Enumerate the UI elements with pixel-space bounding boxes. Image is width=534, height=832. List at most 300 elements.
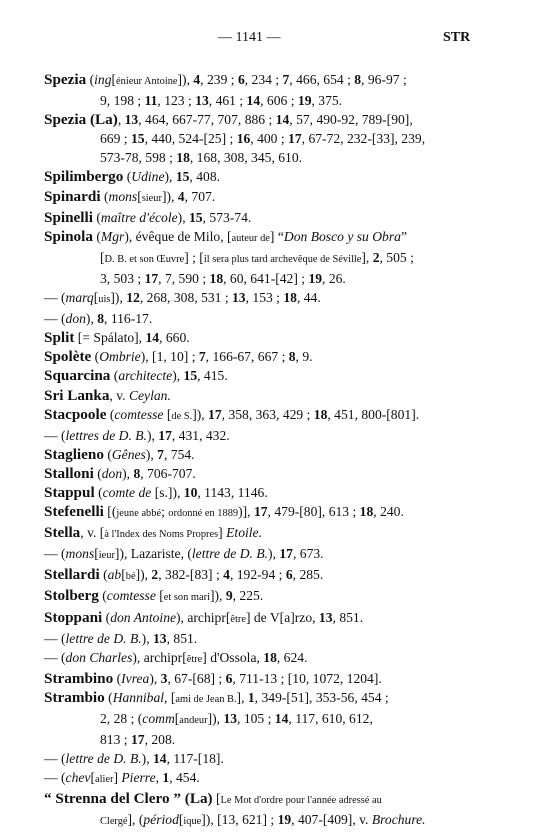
entry-line <box>44 167 506 186</box>
entry-line <box>44 426 506 445</box>
volume-number: 15 <box>130 131 145 147</box>
page-header <box>0 30 534 50</box>
entry-text: ), <box>268 546 280 562</box>
entry-text: — ( <box>44 290 66 306</box>
entry-headword: Stefenelli <box>44 503 104 521</box>
entry-headword: Strambio <box>44 688 105 706</box>
entry-headword: Spolète <box>44 348 92 366</box>
entry-text: , 192-94 ; <box>229 567 286 583</box>
entry-text: , 117, 610, 612, <box>288 711 373 726</box>
entry-text: , 67-72, 232-[33], 239, <box>301 131 426 147</box>
entry-text: — ( <box>44 311 66 327</box>
small-note: uis <box>98 294 111 306</box>
index-entry-stoppani <box>44 608 506 669</box>
entry-text: ]), <box>161 188 178 204</box>
entry-text: ), <box>141 751 153 767</box>
entry-line <box>44 669 506 688</box>
entry-text: , 851. <box>166 630 198 646</box>
small-note: auteur de <box>231 232 270 244</box>
volume-number: 1 <box>162 770 170 786</box>
entry-text: ( <box>123 169 132 185</box>
entry-line <box>44 129 506 148</box>
entry-text: 9, 198 ; <box>100 93 145 109</box>
italic-text: Hannibal <box>112 689 165 705</box>
entry-line <box>44 148 506 167</box>
entry-text: ] “ <box>269 228 284 244</box>
entry-text: , 464, 667-77, 707, 886 ; <box>138 112 276 128</box>
entry-headword: “ Strenna del Clero ” (La) <box>44 790 213 808</box>
volume-number: 19 <box>297 93 312 109</box>
entry-text: ] <box>218 525 227 541</box>
entry-text: [ <box>178 812 184 828</box>
entry-text: — ( <box>44 546 66 562</box>
volume-number: 4 <box>177 188 185 204</box>
entry-text: [s.]), <box>151 484 184 500</box>
volume-number: 14 <box>274 711 289 726</box>
entry-headword: Spinardi <box>44 187 101 205</box>
small-note: énieur Antoine <box>116 76 178 87</box>
entry-text: ), <box>149 670 161 686</box>
entry-text: , 96-97 ; <box>361 72 407 87</box>
entry-text: ), <box>145 446 158 462</box>
italic-text: lettre de D. B. <box>191 546 269 562</box>
entry-text: , v. [ <box>80 525 105 541</box>
entry-text: [ <box>100 249 105 265</box>
entry-text: ], <box>236 689 248 705</box>
small-note: et son mari <box>163 592 210 604</box>
entry-text: , 624. <box>276 649 308 665</box>
entry-text: 573-78, 598 ; <box>100 150 177 166</box>
entry-text: , 123 ; <box>157 93 196 109</box>
volume-number: 14 <box>246 93 261 109</box>
entry-line <box>44 366 506 385</box>
entry-text: [ <box>155 588 164 604</box>
index-entry-staglieno <box>44 445 506 464</box>
entry-text: , 358, 363, 429 ; <box>221 406 314 422</box>
volume-number: 14 <box>275 112 290 128</box>
volume-number: 18 <box>313 406 328 422</box>
small-note: ami de Jean B. <box>175 693 237 705</box>
small-note: alier <box>94 774 114 786</box>
small-note: il sera plus tard archevêque de Séville <box>203 253 362 265</box>
entry-line <box>44 464 506 483</box>
entry-text: 669 ; <box>100 131 131 147</box>
volume-number: 17 <box>288 131 302 147</box>
volume-number: 13 <box>318 609 333 625</box>
entry-headword: Stolberg <box>44 587 99 605</box>
entry-line <box>44 565 506 586</box>
entry-text: )], <box>238 504 254 520</box>
index-entry-spolete <box>44 347 506 366</box>
entry-line <box>44 445 506 464</box>
entry-text: ]), <box>207 711 224 726</box>
entry-text: ), archipr[ <box>176 609 231 625</box>
index-entry-stefenelli <box>44 502 506 523</box>
italic-text: mons <box>108 188 138 204</box>
volume-number: 15 <box>189 209 203 225</box>
entry-text: , 57, 490-92, 789-[90], <box>289 112 413 128</box>
volume-number: 7 <box>157 446 164 462</box>
entry-text: ), <box>164 169 176 185</box>
entry-line <box>44 208 506 227</box>
entry-line <box>44 810 506 831</box>
entry-text: ( <box>94 484 103 500</box>
small-note: Clergé <box>100 816 128 828</box>
entry-text: ( <box>91 349 100 365</box>
entry-text: , 117-[18]. <box>166 751 224 767</box>
entry-line <box>44 544 506 565</box>
entry-text: ( <box>92 228 101 244</box>
entry-text: , <box>117 112 125 128</box>
entry-text: , 7, 590 ; <box>158 270 210 286</box>
entry-line <box>44 730 506 749</box>
entry-line <box>44 648 506 669</box>
volume-number: 6 <box>237 72 245 87</box>
entry-text: — ( <box>44 649 66 665</box>
italic-text: lettre de D. B. <box>65 630 142 646</box>
small-note: à l'Index des Noms Propres <box>104 529 219 541</box>
entry-text: ), <box>122 465 134 481</box>
index-entry-stacpoole <box>44 405 506 445</box>
entry-text: [ <box>121 567 126 583</box>
volume-number: 14 <box>153 751 167 767</box>
italic-text: Mgr <box>100 228 125 244</box>
entry-headword: Spinola <box>44 227 93 245</box>
index-entry-strambio <box>44 688 506 789</box>
volume-number: 15 <box>183 368 198 384</box>
entry-headword: Spinelli <box>44 208 93 226</box>
index-entry-stella <box>44 523 506 565</box>
entry-text: , 505 ; <box>379 249 414 265</box>
index-entry-spinelli <box>44 208 506 227</box>
entry-text: , 408. <box>189 169 221 185</box>
entry-text: , 240. <box>373 504 404 520</box>
entry-text: , 153 ; <box>245 290 284 306</box>
entry-text: — ( <box>44 630 66 646</box>
entry-text: , 711-13 ; [10, 1072, 1204]. <box>232 670 382 686</box>
volume-number: 6 <box>285 567 293 583</box>
entry-headword: Staglieno <box>44 445 104 463</box>
index-entries <box>44 70 506 832</box>
section-letters: STR <box>443 30 471 45</box>
entry-text: ( <box>86 72 95 87</box>
index-entry-stellardi <box>44 565 506 586</box>
italic-text: lettre de D. B. <box>65 751 142 767</box>
entry-text: , 573-74. <box>202 209 252 225</box>
small-note: jeune abbé <box>116 508 162 520</box>
italic-text: ing <box>94 72 112 87</box>
volume-number: 17 <box>158 427 172 443</box>
italic-text: Gênes <box>111 446 146 462</box>
volume-number: 18 <box>176 150 190 166</box>
entry-text: [( <box>103 504 117 520</box>
entry-headword: Split <box>44 329 75 347</box>
entry-line <box>44 608 506 629</box>
italic-text: périod <box>143 812 179 828</box>
entry-line <box>44 629 506 648</box>
italic-text: Brochure. <box>371 812 426 828</box>
entry-line <box>44 91 506 110</box>
volume-number: 18 <box>359 504 374 520</box>
volume-number: 18 <box>209 270 224 286</box>
entry-text: ( <box>100 188 109 204</box>
entry-text: , 606 ; <box>260 93 298 109</box>
entry-line <box>44 768 506 789</box>
italic-text: Don Bosco y su Obra <box>283 228 401 244</box>
entry-text: , 375. <box>311 93 343 109</box>
small-note: ordonné en 1889 <box>168 508 239 520</box>
entry-headword: Stoppani <box>44 608 103 626</box>
volume-number: 19 <box>277 812 292 828</box>
entry-text: — ( <box>44 427 66 443</box>
volume-number: 16 <box>236 131 251 147</box>
entry-text: ]), Lazariste, ( <box>114 546 192 562</box>
volume-number: 13 <box>124 112 139 128</box>
entry-text: , 1143, 1146. <box>197 484 268 500</box>
entry-text: , v. <box>109 387 129 403</box>
entry-line <box>44 309 506 328</box>
entry-line <box>44 502 506 523</box>
entry-text: 3, 503 ; <box>100 270 145 286</box>
italic-text: mons <box>65 546 95 562</box>
volume-number: 8 <box>133 465 141 481</box>
italic-text: architecte <box>118 368 173 384</box>
entry-text: — ( <box>44 770 66 786</box>
italic-text: don Antoine <box>110 609 177 625</box>
volume-number: 8 <box>288 349 296 365</box>
entry-line <box>44 227 506 248</box>
volume-number: 1 <box>247 689 255 705</box>
volume-number: 3 <box>160 670 168 686</box>
entry-text: , 239 ; <box>200 72 238 87</box>
volume-number: 18 <box>263 649 277 665</box>
entry-text: ( <box>93 465 102 481</box>
volume-number: 18 <box>283 290 297 306</box>
entry-text: , 168, 308, 345, 610. <box>189 150 303 166</box>
volume-number: 13 <box>232 290 246 306</box>
entry-text: ), évêque de Milo, [ <box>124 228 232 244</box>
entry-text: [ <box>90 770 95 786</box>
volume-number: 7 <box>198 349 206 365</box>
entry-text: 813 ; <box>100 732 131 748</box>
entry-headword: Spezia (La) <box>44 111 118 129</box>
entry-line <box>44 483 506 502</box>
entry-text: 2, 28 ; ( <box>100 711 143 726</box>
entry-text: , 707. <box>184 188 216 204</box>
index-entry-spezia1 <box>44 70 506 110</box>
entry-text: ( <box>110 368 119 384</box>
entry-line <box>44 347 506 366</box>
entry-text: , 660. <box>159 330 190 346</box>
italic-text: comtesse <box>106 588 156 604</box>
entry-text: [ <box>137 188 142 204</box>
volume-number: 14 <box>145 330 160 346</box>
entry-text: , 166-67, 667 ; <box>205 349 289 365</box>
italic-text: don <box>101 465 123 481</box>
entry-line <box>44 386 506 405</box>
small-note: Le Mot d'ordre pour l'année adressé au <box>220 795 382 807</box>
entry-text: [ <box>174 711 180 726</box>
italic-text: don Charles <box>65 649 133 665</box>
entry-headword: Stacpoole <box>44 405 107 423</box>
entry-text: , 349-[51], 353-56, 454 ; <box>254 689 389 705</box>
entry-line <box>44 328 506 347</box>
index-entry-spezia2 <box>44 110 506 167</box>
small-note: être <box>230 613 246 625</box>
page-number: — 1141 — <box>218 30 281 45</box>
entry-text: , 234 ; <box>244 72 283 87</box>
index-entry-stappul <box>44 483 506 502</box>
small-note: andeur <box>179 715 208 726</box>
entry-text: ( <box>102 609 111 625</box>
italic-text: comtesse <box>114 406 164 422</box>
entry-line <box>44 405 506 426</box>
italic-text: comm <box>142 711 175 726</box>
entry-text: , 673. <box>292 546 324 562</box>
entry-text: , 382-[83] ; <box>158 567 224 583</box>
entry-line <box>44 110 506 129</box>
italic-text: marq <box>65 290 94 306</box>
entry-headword: Strambino <box>44 669 114 687</box>
entry-text: , <box>155 770 163 786</box>
entry-text: , 461 ; <box>208 93 247 109</box>
entry-text: ]), <box>110 290 127 306</box>
small-note: D. B. et son Œuvre <box>104 253 185 265</box>
entry-text: ] d'Ossola, <box>202 649 264 665</box>
entry-headword: Spilimbergo <box>44 168 124 186</box>
entry-line <box>44 288 506 309</box>
index-entry-spilimbergo <box>44 167 506 186</box>
entry-text: ]), [13, 621] ; <box>201 812 278 828</box>
entry-text: ], ( <box>127 812 144 828</box>
entry-text: ), archipr[ <box>132 649 187 665</box>
volume-number: 4 <box>193 72 201 87</box>
volume-number: 17 <box>130 732 145 748</box>
italic-text: ab <box>107 567 122 583</box>
index-entry-stolberg <box>44 586 506 607</box>
entry-text: , 851. <box>332 609 364 625</box>
entry-text: ]), <box>209 588 226 604</box>
index-entry-split <box>44 328 506 347</box>
volume-number: 15 <box>175 169 190 185</box>
entry-text: ( <box>99 567 108 583</box>
volume-number: 8 <box>354 72 362 87</box>
entry-line <box>44 586 506 607</box>
volume-number: 11 <box>144 93 158 109</box>
entry-text: , 415. <box>197 368 228 384</box>
entry-text: , 225. <box>232 588 264 604</box>
entry-text: , 26. <box>322 270 346 286</box>
index-entry-strambino <box>44 669 506 688</box>
entry-text: , 116-17. <box>104 311 153 327</box>
entry-text: ), [1, 10] ; <box>140 349 199 365</box>
entry-line <box>44 709 506 730</box>
entry-text: , 60, 641-[42] ; <box>223 270 309 286</box>
entry-text: ), <box>146 427 159 443</box>
entry-line <box>44 749 506 768</box>
volume-number: 10 <box>183 484 198 500</box>
entry-headword: Stellardi <box>44 566 100 584</box>
entry-text: , 454. <box>169 770 200 786</box>
italic-text: Ivrea <box>121 670 150 686</box>
entry-line <box>44 187 506 208</box>
entry-text: ]), <box>177 72 194 87</box>
volume-number: 17 <box>279 546 293 562</box>
volume-number: 12 <box>126 290 140 306</box>
entry-text: [= Spálato], <box>74 330 146 346</box>
entry-text: — ( <box>44 751 66 767</box>
entry-text: , 285. <box>292 567 324 583</box>
volume-number: 17 <box>144 270 159 286</box>
entry-headword: Stella <box>44 524 81 542</box>
entry-text: , 407-[409], v. <box>291 812 372 828</box>
small-note: être <box>186 653 203 665</box>
italic-text: Udine <box>131 169 165 185</box>
entry-text: , 268, 308, 531 ; <box>139 290 232 306</box>
index-entry-stalloni <box>44 464 506 483</box>
entry-text: , 400 ; <box>250 131 289 147</box>
volume-number: 13 <box>153 630 167 646</box>
volume-number: 13 <box>195 93 209 109</box>
index-entry-spinardi <box>44 187 506 208</box>
entry-line <box>44 70 506 91</box>
entry-text: ( <box>104 689 113 705</box>
entry-text: ] <box>113 770 122 786</box>
entry-text: ] de V[a]rzo, <box>245 609 319 625</box>
index-entry-spinola <box>44 227 506 328</box>
volume-number: 6 <box>225 670 233 686</box>
small-note: sieur <box>141 192 162 204</box>
entry-text: , 67-[68] ; <box>167 670 226 686</box>
entry-text: ], <box>361 249 373 265</box>
italic-text: Etoile. <box>226 525 262 541</box>
index-entry-strenna <box>44 789 506 831</box>
entry-text: , 440, 524-[25] ; <box>144 131 237 147</box>
entry-line <box>44 688 506 709</box>
entry-text: , 105 ; <box>237 711 275 726</box>
small-note: bé <box>125 571 136 583</box>
entry-text: ” <box>400 228 407 244</box>
entry-text: , 208. <box>144 732 176 748</box>
entry-text: , [ <box>164 689 176 705</box>
entry-text: , 431, 432. <box>171 427 230 443</box>
entry-text: ), <box>85 311 98 327</box>
volume-number: 17 <box>253 504 268 520</box>
small-note: ieur <box>98 550 115 562</box>
entry-text: ( <box>106 406 115 422</box>
volume-number: 2 <box>372 249 380 265</box>
volume-number: 2 <box>151 567 159 583</box>
entry-text: , 479-[80], 613 ; <box>267 504 360 520</box>
entry-text: , 9. <box>295 349 313 365</box>
index-entry-squarcina <box>44 366 506 385</box>
entry-text: ]), <box>192 406 209 422</box>
volume-number: 13 <box>223 711 238 726</box>
entry-text: , 466, 654 ; <box>289 72 355 87</box>
entry-text: , 706-707. <box>140 465 196 481</box>
entry-text: ), <box>141 630 153 646</box>
entry-line <box>44 248 506 269</box>
entry-text: ), <box>172 368 184 384</box>
entry-text: ( <box>113 670 122 686</box>
entry-headword: Stalloni <box>44 464 94 482</box>
entry-text: , 754. <box>163 446 195 462</box>
entry-text: [ <box>163 406 172 422</box>
index-entry-srilanka <box>44 386 506 405</box>
entry-line <box>44 789 506 810</box>
small-note: de S. <box>171 410 193 422</box>
italic-text: don <box>65 311 86 327</box>
